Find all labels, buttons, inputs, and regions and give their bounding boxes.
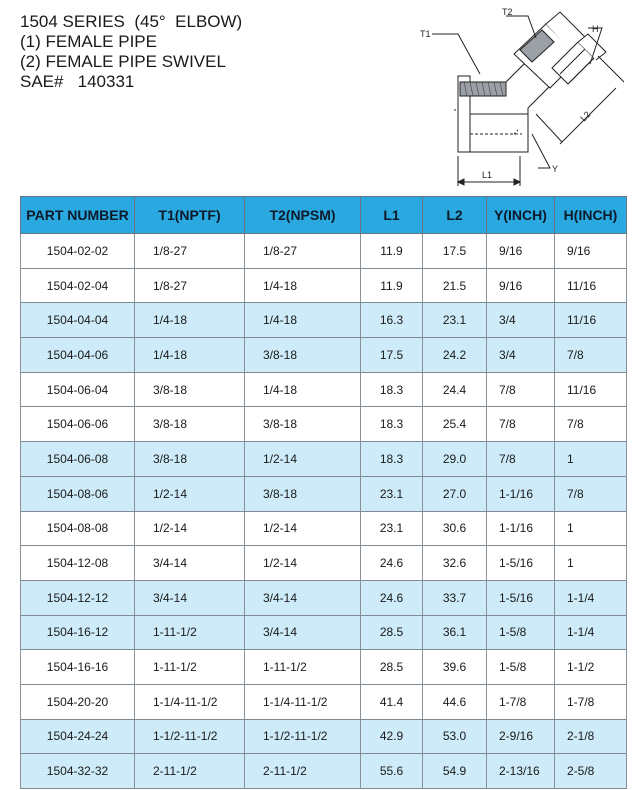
cell-part-number: 1504-16-16 (21, 650, 135, 685)
cell-h: 7/8 (555, 338, 627, 373)
cell-t2: 1-1/4-11-1/2 (245, 684, 361, 719)
cell-part-number: 1504-24-24 (21, 719, 135, 754)
cell-part-number: 1504-08-08 (21, 511, 135, 546)
cell-part-number: 1504-12-12 (21, 580, 135, 615)
cell-t1: 3/8-18 (135, 372, 245, 407)
cell-t2: 3/8-18 (245, 476, 361, 511)
cell-part-number: 1504-04-04 (21, 303, 135, 338)
table-row (21, 754, 627, 789)
cell-part-number: 1504-04-06 (21, 338, 135, 373)
cell-y: 2-9/16 (487, 719, 555, 754)
cell-l2: 25.4 (423, 407, 487, 442)
cell-l1: 24.6 (361, 580, 423, 615)
column-header-l1: L1 (361, 197, 423, 234)
cell-t1: 3/8-18 (135, 407, 245, 442)
table-row (21, 684, 627, 719)
cell-l2: 29.0 (423, 442, 487, 477)
cell-t2: 1-11-1/2 (245, 650, 361, 685)
h-label: H (592, 24, 599, 34)
table-row (21, 372, 627, 407)
cell-y: 1-5/8 (487, 650, 555, 685)
cell-t2: 1/4-18 (245, 268, 361, 303)
table-row (21, 338, 627, 373)
cell-t2: 1/4-18 (245, 303, 361, 338)
cell-l1: 18.3 (361, 407, 423, 442)
table-row (21, 476, 627, 511)
cell-h: 11/16 (555, 303, 627, 338)
cell-t1: 1-11-1/2 (135, 615, 245, 650)
spec-table (20, 196, 627, 789)
cell-part-number: 1504-32-32 (21, 754, 135, 789)
column-header-h: H(INCH) (555, 197, 627, 234)
t2-label: T2 (502, 7, 513, 17)
table-row (21, 511, 627, 546)
elbow-fitting-drawing (410, 4, 630, 190)
cell-y: 1-5/16 (487, 546, 555, 581)
cell-part-number: 1504-06-08 (21, 442, 135, 477)
table-row (21, 580, 627, 615)
cell-l2: 24.2 (423, 338, 487, 373)
cell-t1: 1/8-27 (135, 234, 245, 269)
cell-l2: 33.7 (423, 580, 487, 615)
cell-y: 3/4 (487, 338, 555, 373)
cell-h: 1-1/4 (555, 580, 627, 615)
cell-h: 1-1/2 (555, 650, 627, 685)
t1-label: T1 (420, 29, 431, 39)
cell-l1: 24.6 (361, 546, 423, 581)
table-row (21, 268, 627, 303)
cell-l2: 32.6 (423, 546, 487, 581)
cell-t2: 1/2-14 (245, 442, 361, 477)
cell-l2: 23.1 (423, 303, 487, 338)
table-row (21, 615, 627, 650)
cell-t1: 3/4-14 (135, 546, 245, 581)
cell-y: 1-7/8 (487, 684, 555, 719)
cell-t2: 1/4-18 (245, 372, 361, 407)
cell-h: 11/16 (555, 372, 627, 407)
cell-t2: 1/2-14 (245, 511, 361, 546)
cell-l1: 17.5 (361, 338, 423, 373)
cell-part-number: 1504-20-20 (21, 684, 135, 719)
cell-t2: 2-11-1/2 (245, 754, 361, 789)
cell-h: 1 (555, 546, 627, 581)
cell-y: 1-5/8 (487, 615, 555, 650)
cell-y: 7/8 (487, 442, 555, 477)
cell-y: 1-1/16 (487, 476, 555, 511)
cell-t1: 2-11-1/2 (135, 754, 245, 789)
cell-l2: 27.0 (423, 476, 487, 511)
table-row (21, 719, 627, 754)
column-header-part-number: PART NUMBER (21, 197, 135, 234)
column-header-t1: T1(NPTF) (135, 197, 245, 234)
cell-h: 11/16 (555, 268, 627, 303)
cell-y: 3/4 (487, 303, 555, 338)
cell-l1: 41.4 (361, 684, 423, 719)
connection-2-label: (2) FEMALE PIPE SWIVEL (20, 52, 226, 71)
cell-l1: 16.3 (361, 303, 423, 338)
cell-t1: 1-1/2-11-1/2 (135, 719, 245, 754)
cell-l1: 55.6 (361, 754, 423, 789)
cell-t1: 1/4-18 (135, 338, 245, 373)
cell-l1: 18.3 (361, 372, 423, 407)
cell-y: 1-5/16 (487, 580, 555, 615)
cell-t1: 3/8-18 (135, 442, 245, 477)
cell-h: 7/8 (555, 407, 627, 442)
cell-t2: 1-1/2-11-1/2 (245, 719, 361, 754)
cell-l1: 28.5 (361, 650, 423, 685)
cell-h: 2-1/8 (555, 719, 627, 754)
cell-l2: 44.6 (423, 684, 487, 719)
cell-l1: 42.9 (361, 719, 423, 754)
cell-l2: 39.6 (423, 650, 487, 685)
cell-t2: 3/4-14 (245, 615, 361, 650)
column-header-y: Y(INCH) (487, 197, 555, 234)
y-label: Y (552, 164, 559, 174)
cell-l2: 30.6 (423, 511, 487, 546)
table-row (21, 442, 627, 477)
cell-t1: 1/4-18 (135, 303, 245, 338)
connection-1-label: (1) FEMALE PIPE (20, 32, 157, 51)
l2-label: L2 (578, 109, 593, 124)
cell-l1: 23.1 (361, 476, 423, 511)
table-row (21, 407, 627, 442)
cell-t2: 1/2-14 (245, 546, 361, 581)
cell-y: 1-1/16 (487, 511, 555, 546)
table-row (21, 546, 627, 581)
table-row (21, 650, 627, 685)
column-header-l2: L2 (423, 197, 487, 234)
series-header (20, 12, 242, 92)
cell-l2: 36.1 (423, 615, 487, 650)
cell-t2: 3/8-18 (245, 407, 361, 442)
cell-y: 2-13/16 (487, 754, 555, 789)
table-header-row (21, 197, 627, 234)
cell-part-number: 1504-02-02 (21, 234, 135, 269)
cell-t1: 1/2-14 (135, 476, 245, 511)
cell-y: 9/16 (487, 268, 555, 303)
table-row (21, 303, 627, 338)
cell-t2: 3/4-14 (245, 580, 361, 615)
table-body (21, 234, 627, 789)
cell-l1: 11.9 (361, 234, 423, 269)
cell-l1: 18.3 (361, 442, 423, 477)
cell-y: 7/8 (487, 372, 555, 407)
cell-h: 2-5/8 (555, 754, 627, 789)
cell-t1: 1/2-14 (135, 511, 245, 546)
cell-h: 1 (555, 511, 627, 546)
cell-part-number: 1504-02-04 (21, 268, 135, 303)
table-row (21, 234, 627, 269)
cell-t2: 1/8-27 (245, 234, 361, 269)
cell-h: 1 (555, 442, 627, 477)
cell-h: 1-1/4 (555, 615, 627, 650)
cell-y: 7/8 (487, 407, 555, 442)
cell-t1: 1/8-27 (135, 268, 245, 303)
cell-l2: 21.5 (423, 268, 487, 303)
l1-label: L1 (482, 170, 493, 180)
cell-h: 7/8 (555, 476, 627, 511)
cell-part-number: 1504-06-06 (21, 407, 135, 442)
cell-y: 9/16 (487, 234, 555, 269)
cell-l2: 17.5 (423, 234, 487, 269)
column-header-t2: T2(NPSM) (245, 197, 361, 234)
cell-l1: 11.9 (361, 268, 423, 303)
cell-part-number: 1504-08-06 (21, 476, 135, 511)
cell-l1: 23.1 (361, 511, 423, 546)
cell-part-number: 1504-12-08 (21, 546, 135, 581)
cell-h: 1-7/8 (555, 684, 627, 719)
cell-l2: 54.9 (423, 754, 487, 789)
cell-t1: 1-1/4-11-1/2 (135, 684, 245, 719)
cell-part-number: 1504-16-12 (21, 615, 135, 650)
cell-t1: 3/4-14 (135, 580, 245, 615)
cell-t1: 1-11-1/2 (135, 650, 245, 685)
cell-l2: 53.0 (423, 719, 487, 754)
series-title: 1504 SERIES (45° ELBOW) (20, 12, 243, 31)
sae-number: SAE# 140331 (20, 72, 135, 91)
cell-l2: 24.4 (423, 372, 487, 407)
cell-t2: 3/8-18 (245, 338, 361, 373)
cell-part-number: 1504-06-04 (21, 372, 135, 407)
cell-l1: 28.5 (361, 615, 423, 650)
cell-h: 9/16 (555, 234, 627, 269)
